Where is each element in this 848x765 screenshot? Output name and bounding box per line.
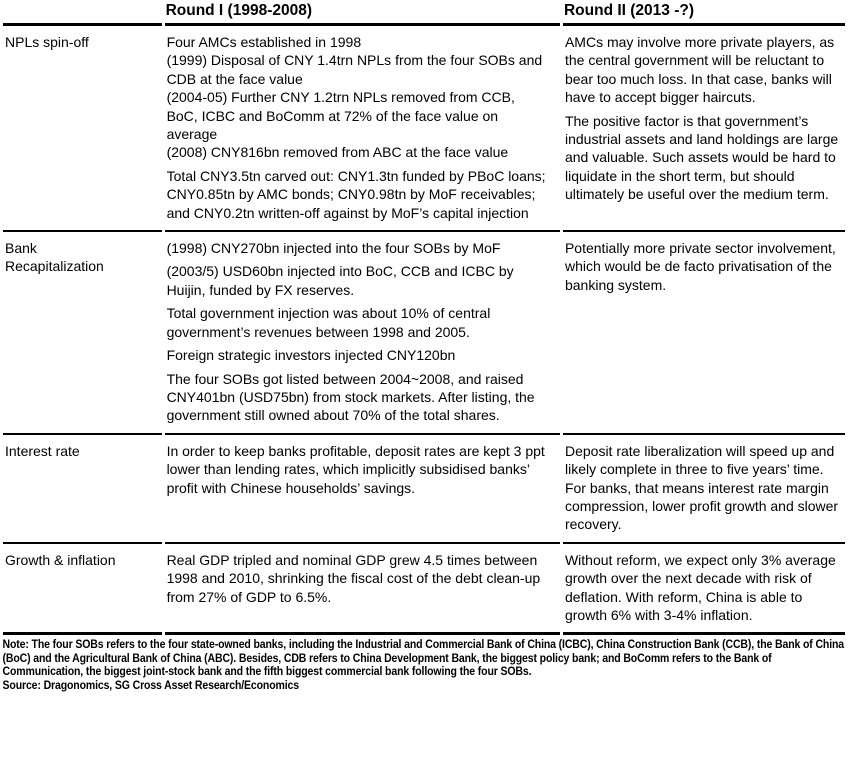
round2-cell — [563, 435, 845, 544]
table-row-interest-rate — [3, 435, 845, 544]
row-label-cell — [3, 435, 162, 544]
row-label: Interest rate — [5, 442, 80, 459]
round1-cell — [165, 26, 560, 232]
paragraph: (2008) CNY816bn removed from ABC at the face value — [166, 144, 509, 161]
footnote-block — [0, 635, 848, 692]
paragraph: The positive factor is that government’s industrial assets and land holdings are large and valuable. Such assets would be hard to liquidate in the short term, but should ultimately be useful over the medium term. — [564, 112, 839, 203]
paragraph: AMCs may involve more private players, as the central government will be reluctant to bear too much loss. In that case, banks will have to accept bigger haircuts. — [564, 34, 835, 106]
paragraph: Total government injection was about 10% of central government’s revenues between 1998 and 2005. — [166, 305, 491, 340]
paragraph: (1999) Disposal of CNY 1.4trn NPLs from the four SOBs and CDB at the face value — [166, 52, 543, 87]
round1-cell — [165, 435, 560, 544]
paragraph: (2003/5) USD60bn injected into BoC, CCB and ICBC by Huijin, funded by FX reserves. — [166, 263, 514, 298]
paragraph: (2004-05) Further CNY 1.2trn NPLs removed from CCB, BoC, ICBC and BoComm at 72% of the face value on average — [166, 89, 515, 143]
paragraph: Four AMCs established in 1998 — [166, 34, 362, 50]
round2-cell — [563, 232, 845, 435]
paragraph: The four SOBs got listed between 2004~2008, and raised CNY401bn (USD75bn) from stock markets. After listing, the government still owned about 70% of the total shares. — [166, 370, 535, 424]
row-label: NPLs spin-off — [5, 34, 89, 50]
header-empty-cell — [3, 0, 162, 26]
table-row-bank-recapitalization — [3, 232, 845, 435]
row-label-cell — [3, 26, 162, 232]
row-label-cell — [3, 544, 162, 636]
source-text: Source: Dragonomics, SG Cross Asset Research/Economics — [2, 677, 299, 692]
header-row — [3, 0, 845, 26]
round2-cell — [563, 544, 845, 636]
round1-cell — [165, 544, 560, 636]
note-text: Note: The four SOBs refers to the four state-owned banks, including the Industrial and Commercial Bank of China (ICBC), China Construction Bank (CCB), the Bank of China (BoC) and the Agricultural Bank of China (ABC). Besides, CDB refers to China Development Bank, the biggest policy bank; and BoComm refers to the Bank of Communication, the biggest joint-stock bank and the fifth biggest commercial bank following the four SOBs. — [2, 637, 845, 679]
paragraph: (1998) CNY270bn injected into the four SOBs by MoF — [166, 240, 501, 257]
round2-cell — [563, 26, 845, 232]
paragraph: Total CNY3.5tn carved out: CNY1.3tn funded by PBoC loans; CNY0.85tn by AMC bonds; CNY0.98tn by MoF receivables; and CNY0.2tn written-off against by MoF’s capital injection — [166, 167, 546, 221]
paragraph: In order to keep banks profitable, deposit rates are kept 3 ppt lower than lending rates, which implicitly subsidised banks’ profit with Chinese households’ savings. — [166, 442, 545, 496]
paragraph: Real GDP tripled and nominal GDP grew 4.5 times between 1998 and 2010, shrinking the fiscal cost of the debt clean-up from 27% of GDP to 6.5%. — [166, 551, 541, 605]
row-label: Bank Recapitalization — [5, 240, 104, 275]
paragraph: Potentially more private sector involvement, which would be de facto privatisation of the banking system. — [564, 240, 836, 293]
round1-cell — [165, 232, 560, 435]
table-row-growth-inflation — [3, 544, 845, 636]
row-label-cell — [3, 232, 162, 435]
paragraph: Foreign strategic investors injected CNY120bn — [166, 347, 456, 364]
header-round2: Round II (2013 -?) — [563, 0, 845, 26]
header-round1: Round I (1998-2008) — [165, 0, 560, 26]
paragraph: Deposit rate liberalization will speed up and likely complete in three to five years’ time. For banks, that means interest rate margin compression, lower profit growth and slower recovery. — [564, 442, 839, 533]
row-label: Growth & inflation — [5, 551, 116, 568]
table-row-npls-spinoff — [3, 26, 845, 232]
paragraph: Without reform, we expect only 3% average growth over the next decade with risk of deflation. With reform, China is able to growth 6% with 3-4% inflation. — [564, 551, 836, 623]
